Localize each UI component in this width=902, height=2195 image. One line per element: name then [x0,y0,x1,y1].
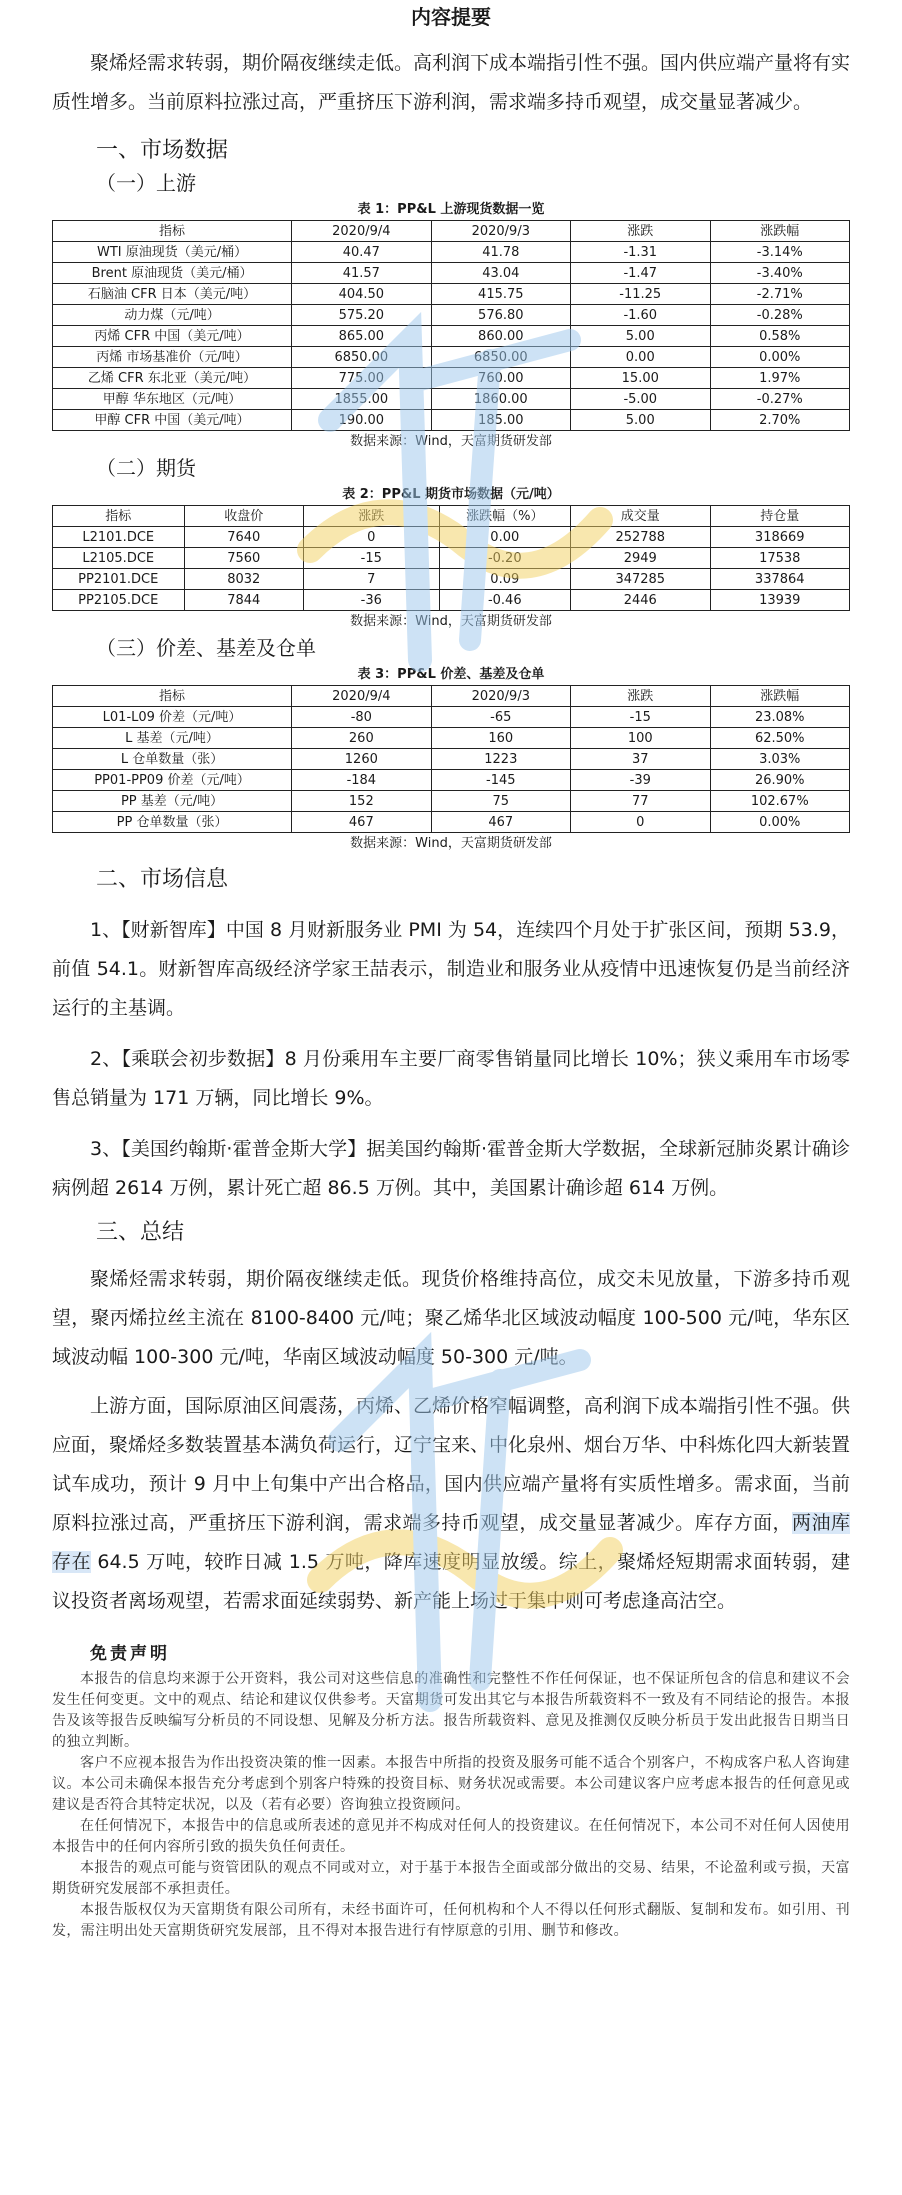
summary-paragraph-1: 聚烯烃需求转弱，期价隔夜继续走低。现货价格维持高位，成交未见放量，下游多持币观望，聚丙烯拉丝主流在 8100-8400 元/吨；聚乙烯华北区域波动幅度 100-500 元/吨，华东区域波动幅 100-300 元/吨，华南区域波动幅度 50-300 元/吨。 [52,1268,850,1368]
table-row [53,791,850,812]
table-cell: 7844 [184,590,304,611]
table-cell: 0.00 [439,527,571,548]
table-cell: 2949 [571,548,710,569]
table-cell: 41.78 [431,242,570,263]
disclaimer-paragraph: 在任何情况下，本报告中的信息或所表述的意见并不构成对任何人的投资建议。在任何情况下，本公司不对任何人因使用本报告中的任何内容所引致的损失负任何责任。 [52,1818,850,1855]
table-cell: 石脑油 CFR 日本（美元/吨） [53,284,292,305]
table-header-cell: 持仓量 [710,506,850,527]
table-cell: 0.58% [710,326,850,347]
intro-paragraph: 聚烯烃需求转弱，期价隔夜继续走低。高利润下成本端指引性不强。国内供应端产量将有实质性增多。当前原料拉涨过高，严重挤压下游利润，需求端多持币观望，成交量显著减少。 [52,52,851,113]
news-item: 3、【美国约翰斯·霍普金斯大学】据美国约翰斯·霍普金斯大学数据，全球新冠肺炎累计确诊病例超 2614 万例，累计死亡超 86.5 万例。其中，美国累计确诊超 614 万例。 [52,1138,850,1199]
table-cell: -15 [304,548,439,569]
table-cell: 丙烯 市场基准价（元/吨） [53,347,292,368]
table1-source: 数据来源：Wind，天富期货研发部 [350,434,552,449]
table-cell: 337864 [710,569,850,590]
table-cell: -15 [571,707,710,728]
disclaimer-paragraph: 本报告的信息均来源于公开资料，我公司对这些信息的准确性和完整性不作任何保证，也不保证所包含的信息和建议不会发生任何变更。文中的观点、结论和建议仅供参考。天富期货可发出其它与本报告所载资料不一致及有不同结论的报告。本报告及该等报告反映编写分析员的不同设想、见解及分析方法。报告所载资料、意见及推测仅反映分析员于发出此报告日期当日的独立判断。 [52,1671,850,1750]
table-row [53,527,850,548]
table-cell: 865.00 [292,326,431,347]
table-header-cell: 涨跌幅 [710,221,850,242]
table-cell: -39 [571,770,710,791]
table-cell: 甲醇 CFR 中国（美元/吨） [53,410,292,431]
table-cell: -0.28% [710,305,850,326]
table-row [53,242,850,263]
futures-heading: （二）期货 [96,456,196,480]
futures-table [52,505,850,611]
table-row [53,410,850,431]
table-header-cell: 2020/9/4 [292,221,431,242]
table-row [53,368,850,389]
table-header-cell: 收盘价 [184,506,304,527]
table-cell: 动力煤（元/吨） [53,305,292,326]
table-cell: 43.04 [431,263,570,284]
table-cell: L2101.DCE [53,527,185,548]
table-cell: 40.47 [292,242,431,263]
table-cell: 8032 [184,569,304,590]
table-cell: 0.00 [571,347,710,368]
table-cell: PP2101.DCE [53,569,185,590]
table-cell: Brent 原油现货（美元/桶） [53,263,292,284]
table-header-cell: 涨跌幅 [710,686,850,707]
disclaimer-heading: 免责声明 [90,1644,170,1664]
table-cell: 190.00 [292,410,431,431]
section-market-info-heading: 二、市场信息 [96,867,229,892]
table-row [53,749,850,770]
section-market-data-heading: 一、市场数据 [96,138,229,163]
table-row [53,812,850,833]
disclaimer-paragraph: 本报告的观点可能与资管团队的观点不同或对立，对于基于本报告全面或部分做出的交易、结果，不论盈利或亏损，天富期货研究发展部不承担责任。 [52,1860,850,1897]
table-cell: 7560 [184,548,304,569]
table-cell: -1.60 [571,305,710,326]
table-cell: 15.00 [571,368,710,389]
table2-source: 数据来源：Wind，天富期货研发部 [350,614,552,629]
disclaimer-paragraph: 本报告版权仅为天富期货有限公司所有，未经书面许可，任何机构和个人不得以任何形式翻版、复制和发布。如引用、刊发，需注明出处天富期货研究发展部，且不得对本报告进行有悖原意的引用、删节和修改。 [52,1902,850,1939]
table-cell: -0.20 [439,548,571,569]
table1-caption: 表 1：PP&L 上游现货数据一览 [357,202,545,217]
table-cell: 41.57 [292,263,431,284]
table-cell: 26.90% [710,770,850,791]
news-item: 2、【乘联会初步数据】8 月份乘用车主要厂商零售销量同比增长 10%；狭义乘用车市场零售总销量为 171 万辆，同比增长 9%。 [52,1048,850,1109]
table-cell: 75 [431,791,570,812]
table-cell: 100 [571,728,710,749]
table-row [53,326,850,347]
table-cell: -80 [292,707,431,728]
table-cell: -184 [292,770,431,791]
table-header-cell: 2020/9/4 [292,686,431,707]
table-cell: 3.03% [710,749,850,770]
table-cell: 5.00 [571,410,710,431]
table-header-row [53,221,850,242]
table-cell: 0.00% [710,812,850,833]
table-cell: L 仓单数量（张） [53,749,292,770]
table-cell: 2446 [571,590,710,611]
table-row [53,284,850,305]
table-row [53,548,850,569]
table-cell: -11.25 [571,284,710,305]
table-cell: -65 [431,707,570,728]
table-cell: 160 [431,728,570,749]
table-cell: 185.00 [431,410,570,431]
table-header-cell: 2020/9/3 [431,221,570,242]
table-cell: -36 [304,590,439,611]
news-item: 1、【财新智库】中国 8 月财新服务业 PMI 为 54，连续四个月处于扩张区间，预期 53.9，前值 54.1。财新智库高级经济学家王喆表示，制造业和服务业从疫情中迅速恢复仍是当前经济运行的主基调。 [52,919,850,1019]
table-cell: 2.70% [710,410,850,431]
highlighted-text: 两油库存在 [52,1512,850,1573]
summary-text-b: 64.5 万吨，较昨日减 1.5 万吨，降库速度明显放缓。综上，聚烯烃短期需求面转弱，建议投资者离场观望，若需求面延续弱势、新产能上场过于集中则可考虑逢高沽空。 [52,1551,850,1612]
table-cell: 404.50 [292,284,431,305]
table-cell: 1.97% [710,368,850,389]
disclaimer-paragraph: 客户不应视本报告为作出投资决策的惟一因素。本报告中所指的投资及服务可能不适合个别客户，不构成客户私人咨询建议。本公司未确保本报告充分考虑到个别客户特殊的投资目标、财务状况或需要。本公司建议客户应考虑本报告的任何意见或建议是否符合其特定状况，以及（若有必要）咨询独立投资顾问。 [52,1755,850,1813]
table-cell: 575.20 [292,305,431,326]
table-cell: 甲醇 华东地区（元/吨） [53,389,292,410]
section-summary-heading: 三、总结 [96,1220,185,1245]
table-cell: 6850.00 [431,347,570,368]
table-cell: 260 [292,728,431,749]
table-cell: 23.08% [710,707,850,728]
table-cell: PP01-PP09 价差（元/吨） [53,770,292,791]
table-cell: 467 [292,812,431,833]
table-cell: 347285 [571,569,710,590]
table-cell: 1860.00 [431,389,570,410]
table-cell: 102.67% [710,791,850,812]
table-cell: WTI 原油现货（美元/桶） [53,242,292,263]
table-header-cell: 成交量 [571,506,710,527]
table-cell: 7 [304,569,439,590]
table-header-cell: 涨跌 [571,221,710,242]
table-header-cell: 2020/9/3 [431,686,570,707]
table-row [53,305,850,326]
table-cell: L2105.DCE [53,548,185,569]
table-cell: -5.00 [571,389,710,410]
table-cell: 0.00% [710,347,850,368]
table-cell: 5.00 [571,326,710,347]
upstream-heading: （一）上游 [96,171,196,195]
table-cell: L01-L09 价差（元/吨） [53,707,292,728]
table-header-row [53,506,850,527]
table-cell: 丙烯 CFR 中国（美元/吨） [53,326,292,347]
table-cell: 760.00 [431,368,570,389]
table-cell: 775.00 [292,368,431,389]
table-row [53,590,850,611]
table-row [53,389,850,410]
table-cell: 13939 [710,590,850,611]
table-cell: 318669 [710,527,850,548]
table-header-cell: 涨跌 [304,506,439,527]
table-row [53,728,850,749]
table-cell: 415.75 [431,284,570,305]
table-row [53,569,850,590]
table-row [53,770,850,791]
table-cell: PP2105.DCE [53,590,185,611]
table-header-cell: 指标 [53,506,185,527]
summary-paragraph-2 [52,1387,850,1621]
table-cell: 0.09 [439,569,571,590]
table-cell: 1855.00 [292,389,431,410]
table-cell: -1.31 [571,242,710,263]
table-cell: 7640 [184,527,304,548]
table-cell: 6850.00 [292,347,431,368]
table-cell: 252788 [571,527,710,548]
table2-caption: 表 2：PP&L 期货市场数据（元/吨） [342,487,560,502]
table-cell: 152 [292,791,431,812]
table3-source: 数据来源：Wind，天富期货研发部 [350,836,552,851]
spread-heading: （三）价差、基差及仓单 [96,636,316,660]
table-header-cell: 指标 [53,686,292,707]
table-cell: PP 基差（元/吨） [53,791,292,812]
table-cell: 467 [431,812,570,833]
page-title: 内容提要 [411,5,491,29]
table-cell: 62.50% [710,728,850,749]
spread-table [52,685,850,833]
table-row [53,707,850,728]
table-cell: 1223 [431,749,570,770]
table-cell: 77 [571,791,710,812]
table-cell: 17538 [710,548,850,569]
table3-caption: 表 3：PP&L 价差、基差及仓单 [357,667,545,682]
table-header-cell: 涨跌 [571,686,710,707]
table-cell: L 基差（元/吨） [53,728,292,749]
table-cell: 576.80 [431,305,570,326]
table-cell: -0.27% [710,389,850,410]
table-cell: 0 [304,527,439,548]
table-cell: -1.47 [571,263,710,284]
table-cell: -3.40% [710,263,850,284]
upstream-table [52,220,850,431]
table-cell: -0.46 [439,590,571,611]
table-header-row [53,686,850,707]
table-header-cell: 涨跌幅（%） [439,506,571,527]
table-cell: 0 [571,812,710,833]
table-row [53,347,850,368]
table-header-cell: 指标 [53,221,292,242]
table-cell: -3.14% [710,242,850,263]
summary-text-a: 上游方面，国际原油区间震荡，丙烯、乙烯价格窄幅调整，高利润下成本端指引性不强。供应面，聚烯烃多数装置基本满负荷运行，辽宁宝来、中化泉州、烟台万华、中科炼化四大新装置试车成功，预计 9 月中上旬集中产出合格品，国内供应端产量将有实质性增多。需求面，当前原料拉涨过高，严重挤压下游利润，需求端多持币观望，成交量显著减少。库存方面， [52,1395,851,1534]
table-cell: 37 [571,749,710,770]
table-cell: -145 [431,770,570,791]
table-cell: 860.00 [431,326,570,347]
table-cell: -2.71% [710,284,850,305]
table-row [53,263,850,284]
table-cell: 1260 [292,749,431,770]
table-cell: PP 仓单数量（张） [53,812,292,833]
table-cell: 乙烯 CFR 东北亚（美元/吨） [53,368,292,389]
